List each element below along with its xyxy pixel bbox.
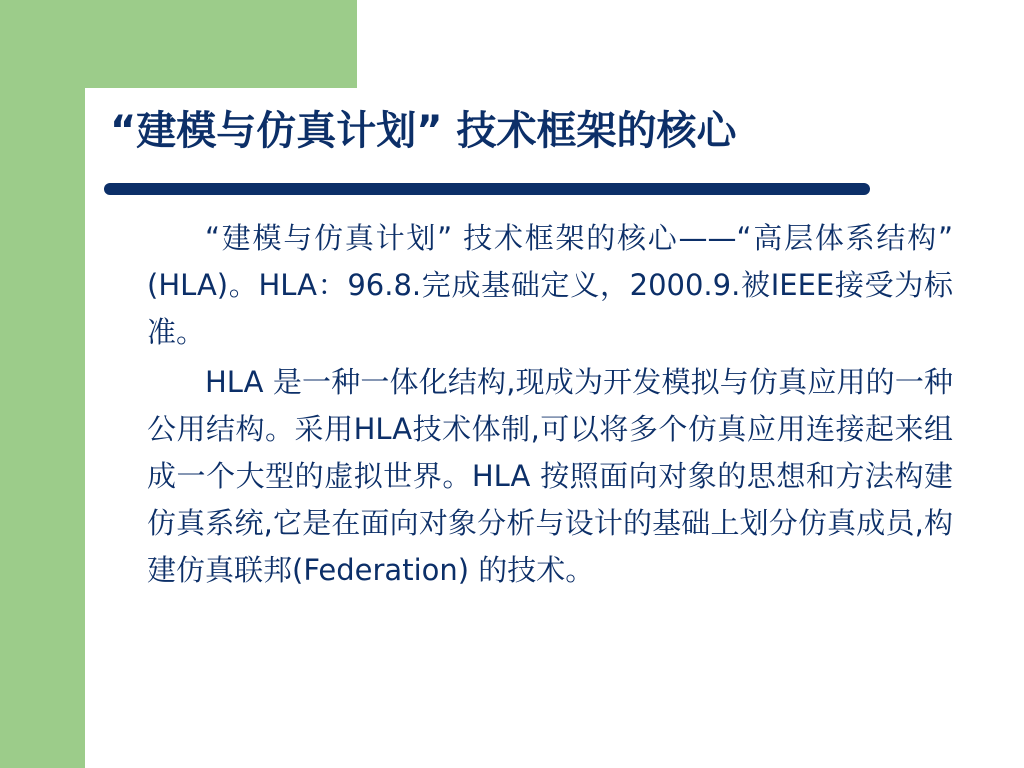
title-underline-bar (104, 183, 870, 195)
body-paragraph-2: HLA 是一种一体化结构,现成为开发模拟与仿真应用的一种公用结构。采用HLA技术体制,可以将多个仿真应用连接起来组成一个大型的虚拟世界。HLA 按照面向对象的思想和方法构建仿真系统,它是在面向对象分析与设计的基础上划分仿真成员,构建仿真联邦(Federation) 的技术。 (147, 365, 953, 587)
top-green-block (0, 0, 357, 88)
slide-body (147, 215, 953, 597)
body-paragraph-1: “建模与仿真计划” 技术框架的核心——“高层体系结构” (HLA)。HLA：96.8.完成基础定义，2000.9.被IEEE接受为标准。 (147, 221, 953, 349)
slide-title: “建模与仿真计划” 技术框架的核心 (110, 108, 737, 154)
left-green-band (0, 0, 85, 768)
